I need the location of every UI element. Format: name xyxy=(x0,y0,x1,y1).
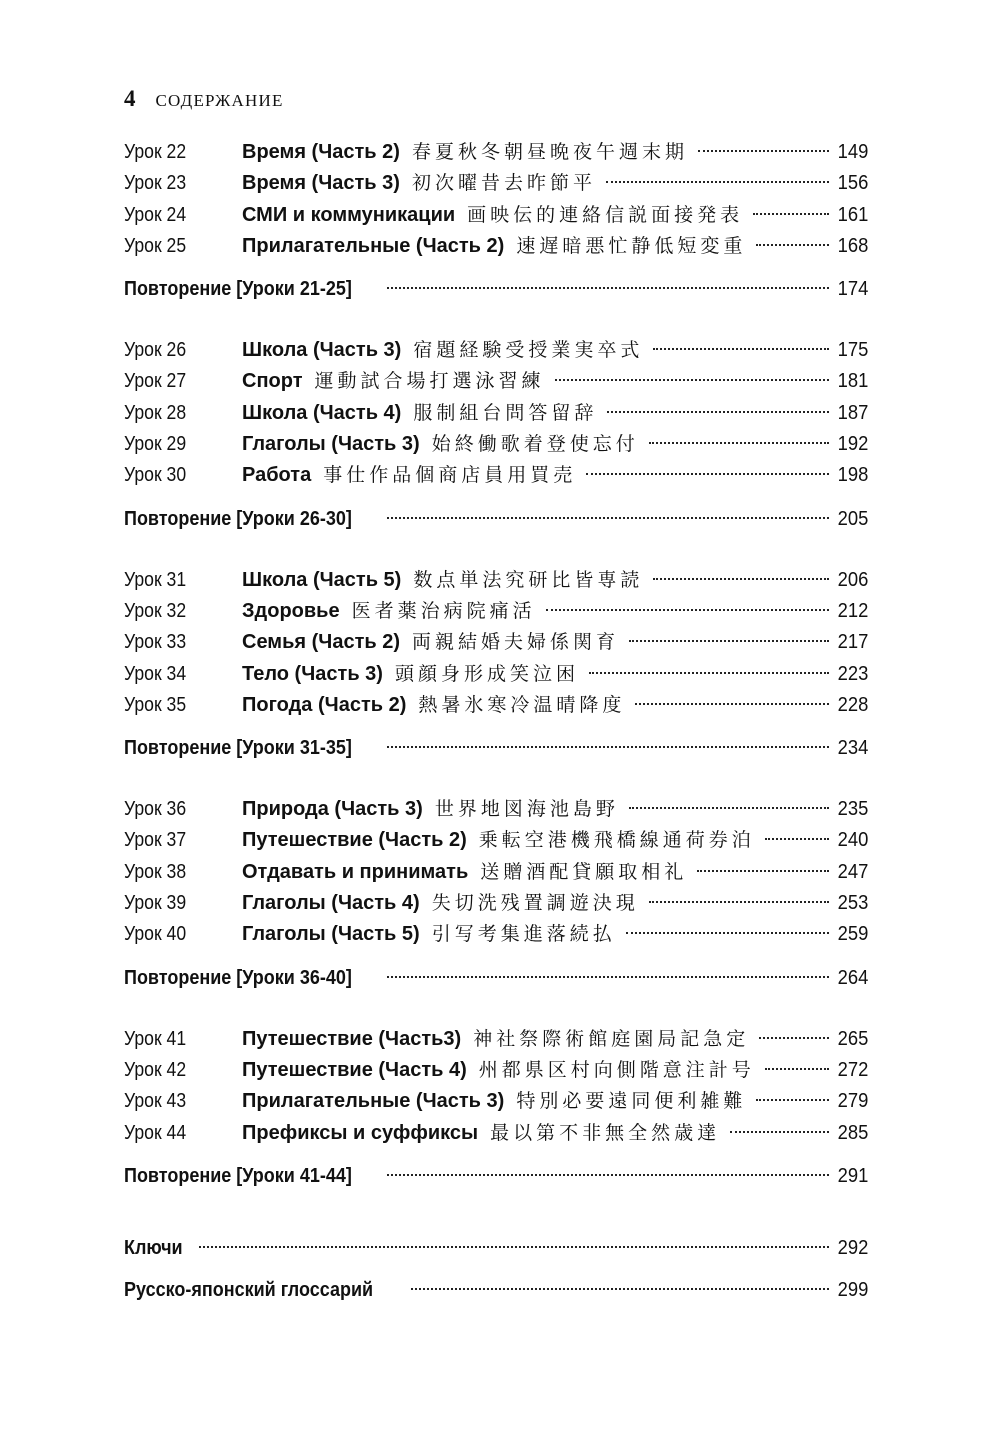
lesson-topic: Время (Часть 3) xyxy=(242,172,400,195)
dot-leader xyxy=(759,1037,828,1039)
page-ref: 223 xyxy=(837,662,868,685)
lesson-kanji: 世界地図海池島野 xyxy=(434,798,619,821)
dot-leader xyxy=(387,746,828,748)
page-ref: 187 xyxy=(837,401,868,424)
lesson-number: Урок 30 xyxy=(124,464,187,487)
lesson-number: Урок 42 xyxy=(124,1058,187,1081)
keys-label: Ключи xyxy=(124,1236,183,1259)
toc-entry[interactable] xyxy=(124,1024,868,1055)
dot-leader xyxy=(753,213,828,215)
lesson-kanji: 運動試合場打選泳習練 xyxy=(314,370,545,393)
lesson-topic: Глаголы (Часть 3) xyxy=(242,433,420,456)
dot-leader xyxy=(387,976,828,978)
lesson-number: Урок 29 xyxy=(124,433,187,456)
dot-leader xyxy=(586,473,828,475)
dot-leader xyxy=(756,244,828,246)
page-ref: 174 xyxy=(837,278,868,301)
glossary-entry[interactable] xyxy=(124,1275,868,1306)
dot-leader xyxy=(629,640,829,642)
dot-leader xyxy=(649,442,829,444)
header-title: СОДЕРЖАНИЕ xyxy=(155,91,284,110)
lesson-topic: Префиксы и суффиксы xyxy=(242,1121,479,1144)
dot-leader xyxy=(387,1174,828,1176)
toc-entry[interactable] xyxy=(124,659,868,690)
review-entry[interactable] xyxy=(124,504,868,535)
toc-entry[interactable] xyxy=(124,690,868,721)
dot-leader xyxy=(649,901,829,903)
toc-entry[interactable] xyxy=(124,1086,868,1117)
dot-leader xyxy=(606,181,829,183)
page-ref: 217 xyxy=(837,631,868,654)
dot-leader xyxy=(546,609,829,611)
dot-leader xyxy=(387,517,828,519)
lesson-number: Урок 40 xyxy=(124,923,187,946)
lesson-group xyxy=(124,1024,868,1192)
lesson-kanji: 失切洗残置調遊決現 xyxy=(431,892,639,915)
lesson-kanji: 神社祭際術館庭園局記急定 xyxy=(473,1027,750,1050)
lesson-kanji: 最以第不非無全然歳達 xyxy=(490,1121,721,1144)
lesson-kanji: 頭顔身形成笑泣困 xyxy=(394,662,579,685)
review-label: Повторение [Уроки 26-30] xyxy=(124,507,352,530)
lesson-kanji: 春夏秋冬朝昼晩夜午週末期 xyxy=(411,141,688,163)
page-ref: 235 xyxy=(837,798,868,821)
lesson-group xyxy=(124,335,868,534)
lesson-number: Урок 27 xyxy=(124,370,187,393)
lesson-kanji: 事仕作品個商店員用買売 xyxy=(323,464,577,487)
review-label: Повторение [Уроки 41-44] xyxy=(124,1164,352,1187)
lesson-number: Урок 25 xyxy=(124,234,187,257)
review-label: Повторение [Уроки 31-35] xyxy=(124,737,352,760)
page-ref: 228 xyxy=(837,693,868,716)
lesson-number: Урок 36 xyxy=(124,798,187,821)
lesson-kanji: 州都県区村向側階意注計号 xyxy=(478,1058,755,1081)
lesson-topic: Семья (Часть 2) xyxy=(242,631,401,654)
page-ref: 161 xyxy=(837,203,868,226)
lesson-kanji: 初次曜昔去昨節平 xyxy=(411,172,596,195)
page-ref: 175 xyxy=(837,339,868,362)
glossary-label: Русско-японский глоссарий xyxy=(124,1278,374,1301)
page-ref: 156 xyxy=(837,172,868,195)
dot-leader xyxy=(653,348,828,350)
page-ref: 292 xyxy=(837,1236,868,1259)
lesson-kanji: 服制組台問答留辞 xyxy=(413,401,598,424)
page-ref: 259 xyxy=(837,923,868,946)
lesson-topic: СМИ и коммуникации xyxy=(242,203,456,226)
lesson-topic: Школа (Часть 5) xyxy=(242,568,402,591)
page-ref: 285 xyxy=(837,1121,868,1144)
toc-entry[interactable] xyxy=(124,888,868,919)
page-ref: 206 xyxy=(837,568,868,591)
lesson-topic: Школа (Часть 4) xyxy=(242,401,402,424)
lesson-topic: Прилагательные (Часть 2) xyxy=(242,234,505,257)
spacer xyxy=(124,1222,868,1233)
lesson-kanji: 宿題経験受授業実卒式 xyxy=(413,339,644,362)
toc-entry[interactable] xyxy=(124,825,868,856)
lesson-topic: Спорт xyxy=(242,370,303,393)
page-ref: 168 xyxy=(837,234,868,257)
page-ref: 192 xyxy=(837,433,868,456)
review-entry[interactable] xyxy=(124,733,868,764)
page-ref: 264 xyxy=(837,966,868,989)
lesson-kanji: 画映伝的連絡信説面接発表 xyxy=(467,203,744,226)
keys-entry[interactable] xyxy=(124,1233,868,1264)
lesson-kanji: 医者薬治病院痛活 xyxy=(351,599,536,622)
lesson-topic: Путешествие (Часть 2) xyxy=(242,829,467,852)
lesson-number: Урок 43 xyxy=(124,1090,187,1113)
page-ref: 240 xyxy=(837,829,868,852)
lesson-topic: Отдавать и принимать xyxy=(242,860,469,883)
page-ref: 205 xyxy=(837,507,868,530)
lesson-topic: Работа xyxy=(242,464,312,487)
lesson-kanji: 数点単法究研比皆専読 xyxy=(413,568,644,591)
dot-leader xyxy=(765,838,829,840)
page-ref: 279 xyxy=(837,1090,868,1113)
lesson-topic: Время (Часть 2) xyxy=(242,141,400,163)
dot-leader xyxy=(387,287,828,289)
lesson-number: Урок 41 xyxy=(124,1027,187,1050)
lesson-topic: Погода (Часть 2) xyxy=(242,693,407,716)
page-ref: 149 xyxy=(837,141,868,163)
lesson-group xyxy=(124,794,868,993)
lesson-topic: Здоровье xyxy=(242,599,340,622)
dot-leader xyxy=(756,1099,828,1101)
spacer xyxy=(124,1264,868,1275)
toc-entry[interactable] xyxy=(124,366,868,397)
page-ref: 212 xyxy=(837,599,868,622)
page-ref: 291 xyxy=(837,1164,868,1187)
lesson-number: Урок 31 xyxy=(124,568,187,591)
page-ref: 265 xyxy=(837,1027,868,1050)
lesson-kanji: 両親結婚夫婦係関育 xyxy=(412,631,620,654)
page-ref: 198 xyxy=(837,464,868,487)
dot-leader xyxy=(698,150,829,152)
page-ref: 181 xyxy=(837,370,868,393)
dot-leader xyxy=(653,578,828,580)
lesson-group xyxy=(124,137,868,305)
dot-leader xyxy=(555,379,829,381)
running-header xyxy=(124,86,284,112)
toc-entry[interactable] xyxy=(124,1055,868,1086)
lesson-number: Урок 34 xyxy=(124,662,187,685)
toc-entry[interactable] xyxy=(124,596,868,627)
dot-leader xyxy=(626,932,829,934)
toc-entry[interactable] xyxy=(124,231,868,262)
dot-leader xyxy=(411,1288,829,1290)
lesson-topic: Путешествие (Часть 4) xyxy=(242,1058,467,1081)
page-ref: 247 xyxy=(837,860,868,883)
lesson-topic: Прилагательные (Часть 3) xyxy=(242,1090,505,1113)
lesson-group xyxy=(124,565,868,764)
lesson-number: Урок 44 xyxy=(124,1121,187,1144)
toc-entry[interactable] xyxy=(124,919,868,950)
toc-entry[interactable] xyxy=(124,335,868,366)
lesson-kanji: 送贈酒配貸願取相礼 xyxy=(480,860,688,883)
lesson-number: Урок 28 xyxy=(124,401,187,424)
lesson-topic: Школа (Часть 3) xyxy=(242,339,402,362)
lesson-number: Урок 32 xyxy=(124,599,187,622)
toc-entry[interactable] xyxy=(124,200,868,231)
toc-entry[interactable] xyxy=(124,1118,868,1149)
lesson-kanji: 速遅暗悪忙静低短変重 xyxy=(516,234,747,257)
lesson-number: Урок 37 xyxy=(124,829,187,852)
review-entry[interactable] xyxy=(124,1161,868,1192)
page-number: 4 xyxy=(124,86,136,111)
toc-entry[interactable] xyxy=(124,398,868,429)
review-entry[interactable] xyxy=(124,274,868,305)
toc-entry[interactable] xyxy=(124,794,868,825)
review-entry[interactable] xyxy=(124,963,868,994)
dot-leader xyxy=(589,672,829,674)
toc-entry[interactable] xyxy=(124,137,868,168)
lesson-number: Урок 33 xyxy=(124,631,187,654)
lesson-kanji: 引写考集進落続払 xyxy=(431,923,616,946)
lesson-number: Урок 38 xyxy=(124,860,187,883)
lesson-kanji: 始終働歌着登使忘付 xyxy=(431,433,639,456)
dot-leader xyxy=(730,1131,829,1133)
lesson-topic: Тело (Часть 3) xyxy=(242,662,383,685)
toc-entry[interactable] xyxy=(124,429,868,460)
toc-entry[interactable] xyxy=(124,460,868,491)
page-ref: 253 xyxy=(837,892,868,915)
lesson-kanji: 熱暑氷寒冷温晴降度 xyxy=(418,693,626,716)
toc-entry[interactable] xyxy=(124,168,868,199)
dot-leader xyxy=(607,411,828,413)
dot-leader xyxy=(199,1246,828,1248)
lesson-topic: Глаголы (Часть 4) xyxy=(242,892,420,915)
dot-leader xyxy=(629,807,829,809)
dot-leader xyxy=(635,703,828,705)
lesson-number: Урок 22 xyxy=(124,141,187,163)
lesson-kanji: 特別必要遠同便利雑難 xyxy=(516,1090,747,1113)
lesson-topic: Природа (Часть 3) xyxy=(242,798,423,821)
lesson-number: Урок 24 xyxy=(124,203,187,226)
page-ref: 299 xyxy=(837,1278,868,1301)
page-ref: 272 xyxy=(837,1058,868,1081)
lesson-kanji: 乗転空港機飛橋線通荷券泊 xyxy=(478,829,755,852)
lesson-number: Урок 39 xyxy=(124,892,187,915)
toc-entry[interactable] xyxy=(124,857,868,888)
toc-entry[interactable] xyxy=(124,565,868,596)
table-of-contents xyxy=(124,137,868,1306)
lesson-topic: Глаголы (Часть 5) xyxy=(242,923,420,946)
lesson-number: Урок 35 xyxy=(124,693,187,716)
toc-entry[interactable] xyxy=(124,627,868,658)
review-label: Повторение [Уроки 36-40] xyxy=(124,966,352,989)
lesson-topic: Путешествие (Часть3) xyxy=(242,1027,462,1050)
lesson-number: Урок 26 xyxy=(124,339,187,362)
dot-leader xyxy=(697,870,828,872)
lesson-number: Урок 23 xyxy=(124,172,187,195)
page-ref: 234 xyxy=(837,737,868,760)
review-label: Повторение [Уроки 21-25] xyxy=(124,278,352,301)
dot-leader xyxy=(765,1068,829,1070)
